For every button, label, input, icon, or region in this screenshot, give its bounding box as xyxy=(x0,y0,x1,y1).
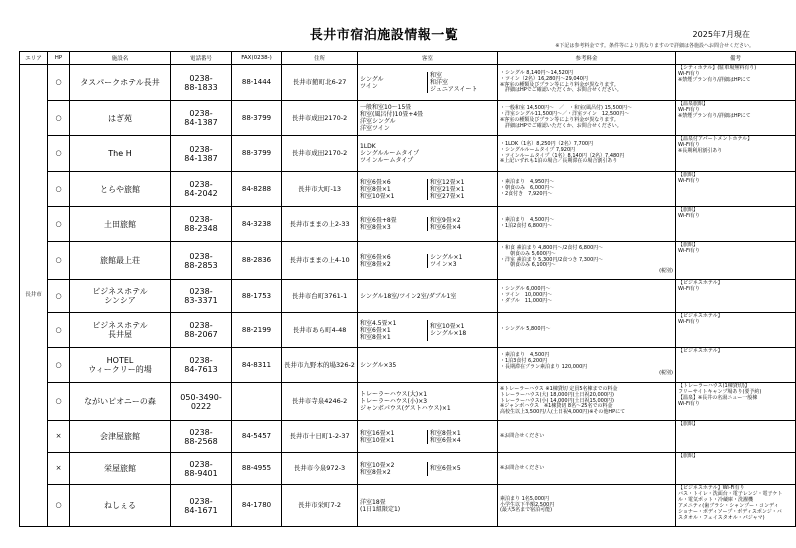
phone-number: 0238- 83-3371 xyxy=(171,280,232,313)
room-cell xyxy=(358,172,498,207)
page-title: 長井市宿泊施設情報一覧 xyxy=(309,28,459,43)
hp-mark: ○ xyxy=(48,242,70,280)
address: 長井市ままの上4-10 xyxy=(282,242,358,280)
hp-mark: ○ xyxy=(48,101,70,136)
area-cell: 長井市 xyxy=(20,65,48,527)
room-list-2: 和室9畳×2 和室6畳×4 xyxy=(427,217,497,231)
table-row xyxy=(20,348,796,383)
phone-number: 0238- 84-2042 xyxy=(171,172,232,207)
phone-number: 0238- 84-1671 xyxy=(171,485,232,527)
table-row xyxy=(20,242,796,280)
header-hp: HP xyxy=(48,52,70,65)
table-row xyxy=(20,383,796,421)
price-info: ・シングル 6,000円～ ・ツイン 10,000円～ ・ダブル 11,000円～ xyxy=(498,280,676,313)
remarks: 【温泉付アパートメントホテル】 Wi-Fi有り ※長期利用割引あり xyxy=(676,136,796,172)
room-list-2: 和室 和洋室 ジュニアスイート xyxy=(427,72,497,93)
hp-mark: ○ xyxy=(48,313,70,348)
address: 長井市館町北6-27 xyxy=(282,65,358,101)
remarks: 【旅館】 Wi-Fi有り xyxy=(676,172,796,207)
header-price: 参考料金 xyxy=(498,52,676,65)
hp-mark: ○ xyxy=(48,136,70,172)
fax-number xyxy=(232,383,282,421)
table-row xyxy=(20,421,796,453)
price-info: ・シングル 5,800円～ xyxy=(498,313,676,348)
room-list-2: 和室8畳×1 和室6畳×4 xyxy=(427,430,497,444)
hp-mark: ○ xyxy=(48,348,70,383)
room-list-2: シングル×1 ツイン×3 xyxy=(427,254,497,268)
disclaimer-note: ※下記は参考料金です。条件等により異なりますので詳細は各施設へお問合せください。 xyxy=(555,43,754,49)
room-cell xyxy=(358,348,498,383)
remarks: 【シティホテル】(駐車場無料有り) Wi-Fi有り ※禁煙プラン有り/詳細はHPにて xyxy=(676,65,796,101)
phone-number: 0238- 84-1387 xyxy=(171,136,232,172)
fax-number: 88-1444 xyxy=(232,65,282,101)
table-header-row xyxy=(20,52,796,65)
address: 長井市寺泉4246-2 xyxy=(282,383,358,421)
phone-number: 050-3490- 0222 xyxy=(171,383,232,421)
room-list-1: 和室4.5畳×1 和室6畳×1 和室8畳×1 xyxy=(360,319,397,341)
room-cell xyxy=(358,453,498,485)
fax-number: 84-8288 xyxy=(232,172,282,207)
facility-name: タスパークホテル長井 xyxy=(70,65,171,101)
room-list-2: 和室6畳×5 xyxy=(427,462,497,476)
facility-name: ビジネスホテル シンシア xyxy=(70,280,171,313)
price-info: ・1LDK（1名）8,250円（2名）7,700円 ・シングルルームタイプ 7,920円 ・ツインルームタイプ（1名）8,140円（2名）7,480円 ※上記いずれも1泊の場合／長期滞在の場合割引あり xyxy=(498,136,676,172)
room-list-1: 洋室18畳 (1日1組限定1) xyxy=(360,498,401,513)
table-row xyxy=(20,313,796,348)
price-info: ・素泊まり 4,500円 ・1泊3食付 6,200円 ・長期滞在プラン素泊まり 120,000円 (税別) xyxy=(498,348,676,383)
room-cell xyxy=(358,65,498,101)
fax-number: 88-4955 xyxy=(232,453,282,485)
room-cell xyxy=(358,101,498,136)
price-info: 素泊まり 1名5,000円 小学生以下半額2,500円 (最大5名まで宿泊可能) xyxy=(498,485,676,527)
phone-number: 0238- 88-9401 xyxy=(171,453,232,485)
room-cell xyxy=(358,383,498,421)
address: 長井市あら町4-48 xyxy=(282,313,358,348)
remarks: 【ビジネスホテル】 Wi-Fi有り xyxy=(676,280,796,313)
remarks: 【トレーラーハウス(1棟貸切)】 フリーサイトキャンプ場あり(要予約) 【温泉】※長井の名湯ニュー一般棟 Wi-Fi有り xyxy=(676,383,796,421)
phone-number: 0238- 84-1387 xyxy=(171,101,232,136)
table-row xyxy=(20,207,796,242)
room-list-1: シングル18室/ツイン2室/ダブル1室 xyxy=(360,292,457,300)
header-area: エリア xyxy=(20,52,48,65)
room-cell xyxy=(358,421,498,453)
room-cell xyxy=(358,280,498,313)
remarks: 【旅館】 Wi-Fi有り xyxy=(676,242,796,280)
room-cell xyxy=(358,207,498,242)
header-fax: FAX(0238-) xyxy=(232,52,282,65)
price-info: ・シングル 8,140円～14,520円 ・ツイン（2名）16,280円～29,040円 ※客室の種類及びプラン等により料金が異なります。 詳細はHPでご確認いただくか、お問合せください。 xyxy=(498,65,676,101)
hp-mark: ○ xyxy=(48,207,70,242)
hp-mark: × xyxy=(48,453,70,485)
table-row xyxy=(20,485,796,527)
room-cell xyxy=(358,242,498,280)
fax-number: 84-3238 xyxy=(232,207,282,242)
room-cell xyxy=(358,136,498,172)
fax-number: 88-2199 xyxy=(232,313,282,348)
room-list-1: 和室6畳+8畳 和室8畳×3 xyxy=(360,217,397,231)
table-row xyxy=(20,280,796,313)
room-list-1: 和室6畳×6 和室8畳×2 xyxy=(360,253,391,268)
fax-number: 84-5457 xyxy=(232,421,282,453)
phone-number: 0238- 88-2348 xyxy=(171,207,232,242)
fax-number: 84-1780 xyxy=(232,485,282,527)
facility-name: ねしぇる xyxy=(70,485,171,527)
room-cell xyxy=(358,485,498,527)
phone-number: 0238- 88-2067 xyxy=(171,313,232,348)
price-info: ※お問合せください xyxy=(498,453,676,485)
room-list-2: 和室12畳×1 和室21畳×1 和室27畳×1 xyxy=(427,179,497,200)
hp-mark: × xyxy=(48,421,70,453)
room-list-1: シングル ツイン xyxy=(360,75,384,90)
facility-name: ビジネスホテル 長井屋 xyxy=(70,313,171,348)
address: 長井市十日町1-2-37 xyxy=(282,421,358,453)
header-tel: 電話番号 xyxy=(171,52,232,65)
fax-number: 84-8311 xyxy=(232,348,282,383)
fax-number: 88-3799 xyxy=(232,136,282,172)
table-row xyxy=(20,453,796,485)
remarks: 【旅館】 xyxy=(676,421,796,453)
address: 長井市栄町7-2 xyxy=(282,485,358,527)
room-list-1: シングル×35 xyxy=(360,361,397,369)
address: 長井市成田2170-2 xyxy=(282,101,358,136)
room-cell xyxy=(358,313,498,348)
remarks: 【ビジネスホテル】 Wi-Fi有り xyxy=(676,313,796,348)
room-list-1: 和室10畳×2 和室8畳×2 xyxy=(360,461,395,476)
phone-number: 0238- 88-2853 xyxy=(171,242,232,280)
table-row xyxy=(20,136,796,172)
price-info: ・素泊まり 4,500円～ ・1泊2食付 6,800円～ xyxy=(498,207,676,242)
table-row xyxy=(20,65,796,101)
remarks: 【温泉旅館】 Wi-Fi有り ※禁煙プラン有り/詳細はHPにて xyxy=(676,101,796,136)
address: 長井市台町3761-1 xyxy=(282,280,358,313)
facility-name: 土田旅館 xyxy=(70,207,171,242)
room-list-1: 和室16畳×1 和室10畳×1 xyxy=(360,429,395,444)
facility-name: 会津屋旅館 xyxy=(70,421,171,453)
address: 長井市大町-13 xyxy=(282,172,358,207)
remarks: 【ビジネスホテル】 xyxy=(676,348,796,383)
facility-name: The H xyxy=(70,136,171,172)
phone-number: 0238- 84-7613 xyxy=(171,348,232,383)
price-info: ※トレーラーハウス ※1棟貸切 定員5名棟までの料金 トレーラーハウス(大) 18,000円(土日祝20,000円) トレーラーハウス(小) 14,000円(土日祝15,000円) ※ジャンボハウス ※1棟貸切 8名～25名での料金 高校生以上3,500円/人(土日祝4,000円)※その他HPにて xyxy=(498,383,676,421)
current-date: 2025年7月現在 xyxy=(692,30,750,39)
fax-number: 88-1753 xyxy=(232,280,282,313)
header-room: 客室 xyxy=(358,52,498,65)
facility-table xyxy=(19,51,796,527)
address: 長井市成田2170-2 xyxy=(282,136,358,172)
address: 長井市ままの上2-33 xyxy=(282,207,358,242)
phone-number: 0238- 88-2568 xyxy=(171,421,232,453)
remarks: 【旅館】 xyxy=(676,453,796,485)
price-info: ・素泊まり 4,950円～ ・朝食のみ 6,000円～ ・2食付き 7,920円～ xyxy=(498,172,676,207)
facility-name: HOTEL ウィークリー的場 xyxy=(70,348,171,383)
fax-number: 88-2836 xyxy=(232,242,282,280)
phone-number: 0238- 88-1833 xyxy=(171,65,232,101)
facility-name: ながいピオニーの森 xyxy=(70,383,171,421)
address: 長井市今泉972-3 xyxy=(282,453,358,485)
hp-mark: ○ xyxy=(48,65,70,101)
room-list-1: 和室6畳×6 和室8畳×1 和室10畳×1 xyxy=(360,178,395,200)
price-info: ・一般和室 14,500円～ ／ ・和室(風呂付) 15,500円～ ・洋室シングル11,500円～／・洋室ツイン 12,500円～ ※客室の種類及びプラン等により料金が異なります。 詳細はHPでご確認いただくか、お問合せください。 xyxy=(498,101,676,136)
remarks: 【旅館】 Wi-Fi有り xyxy=(676,207,796,242)
fax-number: 88-3799 xyxy=(232,101,282,136)
facility-name: とらや旅館 xyxy=(70,172,171,207)
price-info: ※お問合せください xyxy=(498,421,676,453)
room-list-2: 和室10畳×1 シングル×18 xyxy=(427,320,497,341)
facility-name: 旅館最上荘 xyxy=(70,242,171,280)
table-row xyxy=(20,172,796,207)
price-info: ・和食 素泊まり 4,800円～/2食付 6,800円～ 朝食のみ 5,600円～ ・洋室 素泊まり 5,300円/2食つき 7,300円～ 朝食のみ 6,100円～ (税別) xyxy=(498,242,676,280)
hp-mark: ○ xyxy=(48,383,70,421)
remarks: 【ビジネスホテル】Wi-Fi有り バス・トイレ・洗面台・電子レンジ・電子ケト ル・電気ポット・冷蔵庫・洗濯機 アメニティ(歯ブラシ・シャンプー・コンディ ショナー・ボディソープ・ボディスポンジ・バ スタオル・フェイスタオル・パジャマ) xyxy=(676,485,796,527)
hp-mark: ○ xyxy=(48,485,70,527)
hp-mark: ○ xyxy=(48,172,70,207)
hp-mark: ○ xyxy=(48,280,70,313)
facility-name: はぎ苑 xyxy=(70,101,171,136)
room-list-1: 一般和室10～15畳 和室(風呂付)10畳+4畳 洋室シングル 洋室ツイン xyxy=(360,104,424,132)
header-remarks: 備考 xyxy=(676,52,796,65)
room-list-1: 1LDK シングルルームタイプ ツインルームタイプ xyxy=(360,143,420,164)
address: 長井市九野本的場326-2 xyxy=(282,348,358,383)
header-name: 施設名 xyxy=(70,52,171,65)
table-row xyxy=(20,101,796,136)
header-address: 住所 xyxy=(282,52,358,65)
room-list-1: トレーラーハウス(大)×1 トレーラーハウス(小)×3 ジャンボパウス(ゲストハウス)×1 xyxy=(360,391,451,412)
facility-name: 栄屋旅館 xyxy=(70,453,171,485)
